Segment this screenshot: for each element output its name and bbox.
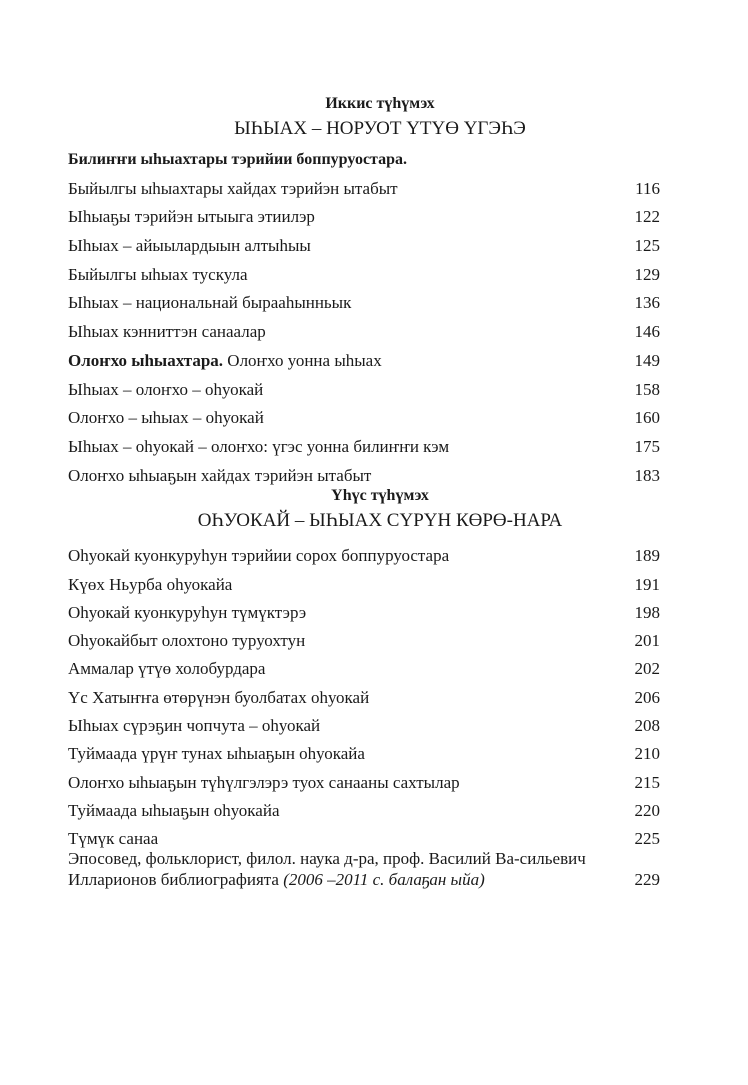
toc-entry-title	[68, 207, 315, 227]
toc-entry[interactable]	[68, 313, 660, 342]
entry-text: Эпосовед, фольклорист, филол. наука д-ра, проф. Василий Ва-сильевич Илларионов библиографията	[68, 849, 586, 889]
toc-entry-title	[68, 293, 351, 313]
entry-text: Быйылгы ыһыахтары хайдах тэрийэн ытабыт	[68, 178, 398, 198]
toc-entry-title	[68, 773, 460, 793]
page-number: 129	[634, 264, 660, 284]
entry-text: Күөх Ньурба оһуокайа	[68, 574, 233, 594]
toc-entry-title	[68, 688, 369, 708]
toc-entry[interactable]	[68, 170, 660, 199]
toc-entry-title	[68, 631, 305, 651]
entry-text: Оһуокай куонкуруһун түмүктэрэ	[68, 602, 307, 622]
toc-entry-title	[68, 322, 266, 342]
part-title: ЫҺЫАХ – НОРУОТ ҮТҮӨ ҮГЭҺЭ	[234, 118, 526, 139]
page-number: 160	[634, 408, 660, 428]
toc-entry-title	[68, 265, 248, 285]
entry-text: Олоҥхо ыһыаҕын түһүлгэлэрэ туох санааны сахтылар	[68, 772, 460, 792]
toc-entry-title	[68, 801, 280, 821]
toc-entry[interactable]	[68, 595, 660, 623]
toc-entry-title	[68, 466, 371, 486]
toc-entry[interactable]	[68, 538, 660, 566]
entry-text: Үс Хатыҥҥа өтөрүнэн буолбатах оһуокай	[68, 687, 370, 707]
toc-entry[interactable]	[68, 400, 660, 429]
toc-entry-title	[68, 351, 382, 371]
toc-entry[interactable]	[68, 848, 660, 890]
toc-entry[interactable]	[68, 651, 660, 679]
entry-text: Ыһыах – оһуокай – олоҥхо: үгэс уонна билиҥҥи кэм	[68, 436, 450, 456]
page-number: 189	[634, 546, 660, 566]
toc-entry[interactable]	[68, 457, 660, 486]
toc-entry-title	[68, 179, 398, 199]
part-label: Үһүс түһүмэх	[331, 487, 429, 504]
toc-list-part3	[68, 538, 660, 849]
page-number: 220	[634, 800, 660, 820]
toc-entry-title	[68, 659, 265, 679]
page-number: 206	[634, 687, 660, 707]
toc-entry-title	[68, 744, 365, 764]
toc-entry[interactable]	[68, 428, 660, 457]
toc-entry[interactable]	[68, 679, 660, 707]
entry-text: Олоҥхо ыһыаҕын хайдах тэрийэн ытабыт	[68, 465, 372, 485]
toc-entry[interactable]	[68, 566, 660, 594]
toc-entry-title	[68, 380, 263, 400]
page-number: 149	[634, 350, 660, 370]
entry-text: Оһуокай куонкуруһун тэрийии сорох боппуруостара	[68, 546, 450, 566]
toc-entry-title	[68, 575, 232, 595]
entry-text: Туймаада үрүҥ тунах ыһыаҕын оһуокайа	[68, 744, 365, 764]
page-number: 116	[635, 178, 660, 198]
page-number: 210	[634, 744, 660, 764]
toc-entry[interactable]	[68, 821, 660, 849]
entry-text: Ыһыах – национальнай бырааһынньык	[68, 293, 352, 313]
toc-entry[interactable]	[68, 199, 660, 228]
toc-entry-title	[68, 236, 311, 256]
toc-entry-title	[68, 603, 306, 623]
toc-entry-title	[68, 716, 320, 736]
toc-entry[interactable]	[68, 708, 660, 736]
page-number: 229	[634, 870, 660, 889]
page-number: 158	[634, 379, 660, 399]
toc-entry[interactable]	[68, 623, 660, 651]
section-subheading: Билиҥҥи ыһыахтары тэрийии боппуруостара.	[68, 151, 407, 168]
entry-text: Түмүк санаа	[68, 829, 159, 849]
toc-entry-title	[68, 437, 449, 457]
entry-text: Олоҥхо уонна ыһыах	[223, 350, 382, 370]
toc-entry[interactable]	[68, 793, 660, 821]
page-number: 122	[634, 207, 660, 227]
entry-text: Ыһыах кэнниттэн санаалар	[68, 322, 266, 342]
entry-text: Ыһыаҕы тэрийэн ытыыга этиилэр	[68, 207, 315, 227]
toc-entry-title	[68, 546, 449, 566]
toc-entry[interactable]	[68, 371, 660, 400]
entry-bold-prefix: Олоҥхо ыһыахтара.	[68, 350, 224, 370]
toc-entry-title	[68, 829, 158, 849]
page-number: 183	[634, 465, 660, 485]
page-number: 146	[634, 322, 660, 342]
toc-entry[interactable]	[68, 736, 660, 764]
toc-entry[interactable]	[68, 285, 660, 314]
entry-text: Ыһыах – айыылардыын алтыһыы	[68, 236, 311, 256]
page-number: 225	[634, 829, 660, 849]
page-number: 202	[634, 659, 660, 679]
entry-text: Ыһыах сүрэҕин чопчута – оһуокай	[68, 716, 321, 736]
entry-italic-note: (2006 –2011 с. балаҕан ыйа)	[283, 870, 485, 889]
part-label: Иккис түһүмэх	[325, 95, 435, 112]
entry-text: Олоҥхо – ыһыах – оһуокай	[68, 408, 264, 428]
toc-entry-title	[68, 408, 264, 428]
toc-entry[interactable]	[68, 256, 660, 285]
toc-entry[interactable]	[68, 764, 660, 792]
page-number: 136	[634, 293, 660, 313]
entry-text: Оһуокайбыт олохтоно туруохтун	[68, 631, 306, 651]
toc-entry[interactable]	[68, 342, 660, 371]
entry-text: Туймаада ыһыаҕын оһуокайа	[68, 800, 280, 820]
page-number: 208	[634, 716, 660, 736]
page-number: 215	[634, 772, 660, 792]
entry-text: Ыһыах – олоҥхо – оһуокай	[68, 379, 264, 399]
toc-entry[interactable]	[68, 227, 660, 256]
page-number: 125	[634, 236, 660, 256]
page-number: 198	[634, 602, 660, 622]
page-number: 201	[634, 631, 660, 651]
part-title: ОҺУОКАЙ – ЫҺЫАХ СҮРҮН КӨРӨ-НАРА	[197, 510, 563, 531]
entry-text: Аммалар үтүө холобурдара	[68, 659, 266, 679]
toc-list-part2	[68, 170, 660, 486]
toc-entry-title	[68, 848, 598, 890]
page-number: 191	[634, 574, 660, 594]
entry-text: Быйылгы ыһыах тускула	[68, 264, 248, 284]
page-number: 175	[634, 436, 660, 456]
